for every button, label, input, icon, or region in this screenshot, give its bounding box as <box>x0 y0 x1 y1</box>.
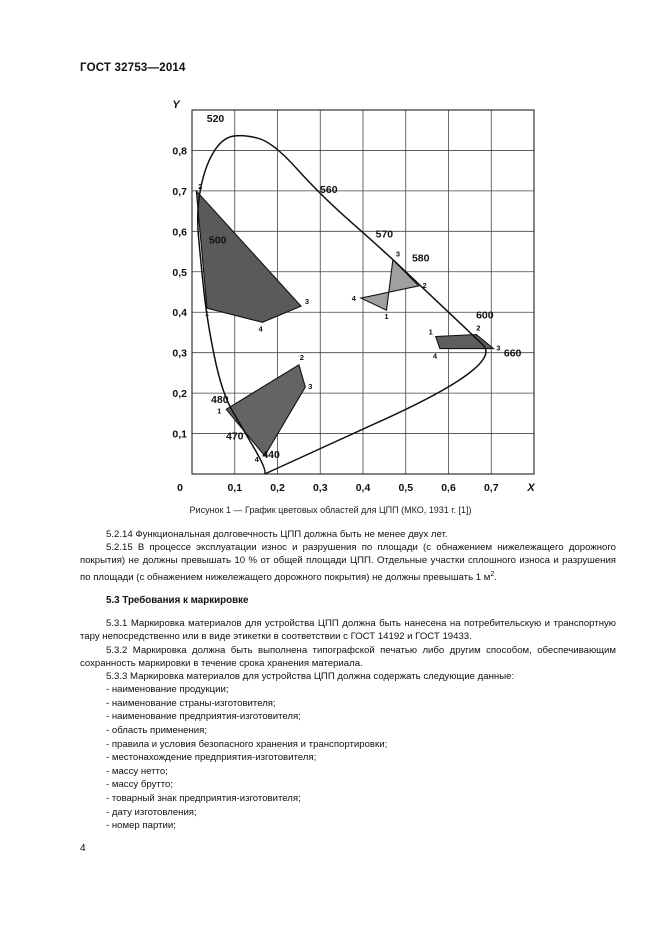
vertex-label: 3 <box>304 297 310 307</box>
paragraph-5-2-14: 5.2.14 Функциональная долговечность ЦПП должна быть не менее двух лет. <box>106 529 448 540</box>
cie-chromaticity-chart <box>160 93 560 493</box>
x-tick-label: 0,1 <box>227 482 243 494</box>
vertex-label: 2 <box>299 352 304 362</box>
chart-svg <box>160 93 560 493</box>
x-tick-label: 0,5 <box>398 482 414 494</box>
vertex-label: 4 <box>258 324 263 334</box>
wavelength-label-600: 600 <box>476 309 494 322</box>
y-tick-label: 0,2 <box>172 388 187 401</box>
x-tick-label: 0,7 <box>483 482 499 494</box>
vertex-label: 3 <box>308 382 313 392</box>
list-item: - массу нетто; <box>106 765 168 777</box>
y-tick-label: 0,3 <box>172 347 187 360</box>
wavelength-label-520: 520 <box>206 113 225 126</box>
list-item: - наименование предприятия-изготовителя; <box>106 711 301 723</box>
wavelength-label-480: 480 <box>211 394 229 407</box>
vertex-label: 4 <box>254 454 259 464</box>
vertex-label: 1 <box>428 327 433 337</box>
paragraph-5-2-15-text: 5.2.15 В процессе эксплуатации износ и разрушения по площади (с обнажением нижележащего дорожного покрытия) не должны превышать 10 % от общей площади ЦПП. Отдельные участки сплошного износа и разрушения по площади (с обнажением нижележащего дорожного покрытия) не должны превышать 1 м <box>80 542 616 583</box>
superscript-2: 2 <box>490 570 495 578</box>
vertex-label: 4 <box>432 351 438 361</box>
document-header: ГОСТ 32753—2014 <box>80 62 186 74</box>
list-item: - правила и условия безопасного хранения и транспортировки; <box>106 738 388 750</box>
page-number: 4 <box>80 843 86 854</box>
y-tick-label: 0,6 <box>172 226 187 239</box>
y-tick-label: 0,8 <box>172 145 187 158</box>
vertex-label: 4 <box>351 294 356 304</box>
y-tick-label: 0,1 <box>172 428 187 441</box>
paragraph-5-3-2: 5.3.2 Маркировка должна быть выполнена типографской печатью либо другим способом, обеспечивающим сохранность маркировки в течение срока хранения материала. <box>80 644 616 669</box>
section-gap <box>80 584 616 594</box>
section-heading-5-3: 5.3 Требования к маркировке <box>106 595 249 606</box>
y-axis-name: Y <box>172 99 180 111</box>
paragraph-5-2-15-end: . <box>494 571 497 583</box>
color-region-1 <box>196 191 301 322</box>
paragraph-5-3-1: 5.3.1 Маркировка материалов для устройства ЦПП должна быть нанесена на потребительскую и транспортную тару непосредственно или в виде этикетки в соответствии с ГОСТ 14192 и ГОСТ 19433. <box>80 618 616 643</box>
x-axis-name: X <box>527 482 535 494</box>
wavelength-label-440: 440 <box>262 448 280 461</box>
list-item: - наименование продукции; <box>106 684 229 696</box>
wavelength-label-660: 660 <box>503 347 522 360</box>
vertex-label: 2 <box>476 323 481 333</box>
wavelength-label-470: 470 <box>225 430 244 443</box>
y-tick-label: 0,5 <box>172 266 187 279</box>
y-tick-label: 0,4 <box>172 307 187 320</box>
vertex-label: 3 <box>496 343 501 353</box>
wavelength-label-570: 570 <box>375 228 394 241</box>
x-tick-label: 0,4 <box>355 482 371 494</box>
vertex-label: 2 <box>198 181 203 191</box>
list-item: - массу брутто; <box>106 779 174 791</box>
paragraph-5-3-3: 5.3.3 Маркировка материалов для устройства ЦПП должна содержать следующие данные: <box>106 671 515 683</box>
vertex-label: 1 <box>204 309 210 319</box>
list-item: - дату изготовления; <box>106 806 197 818</box>
x-tick-label: 0,2 <box>270 482 285 494</box>
vertex-label: 1 <box>384 312 389 322</box>
marking-data-list <box>80 683 616 833</box>
x-tick-label: 0,6 <box>441 482 456 494</box>
wavelength-label-560: 560 <box>320 183 338 196</box>
wavelength-label-580: 580 <box>411 252 430 265</box>
x-tick-label: 0,3 <box>312 482 328 494</box>
wavelength-label-500: 500 <box>208 234 227 247</box>
list-item: - область применения; <box>106 725 208 736</box>
list-item: - номер партии; <box>106 820 176 832</box>
list-item: - товарный знак предприятия-изготовителя; <box>106 792 301 804</box>
color-region-2 <box>361 260 419 311</box>
figure-caption: Рисунок 1 — График цветовых областей для ЦПП (МКО, 1931 г. [1]) <box>189 505 472 515</box>
y-tick-label: 0,7 <box>172 185 187 198</box>
document-body <box>80 528 616 833</box>
origin-label: 0 <box>177 482 183 494</box>
vertex-label: 2 <box>422 280 427 290</box>
list-item: - наименование страны-изготовителя; <box>106 697 276 709</box>
vertex-label: 1 <box>217 406 222 416</box>
paragraph-5-2-15 <box>80 541 616 584</box>
section-gap <box>80 607 616 617</box>
list-item: - местонахождение предприятия-изготовителя; <box>106 752 317 764</box>
vertex-label: 3 <box>395 249 401 259</box>
